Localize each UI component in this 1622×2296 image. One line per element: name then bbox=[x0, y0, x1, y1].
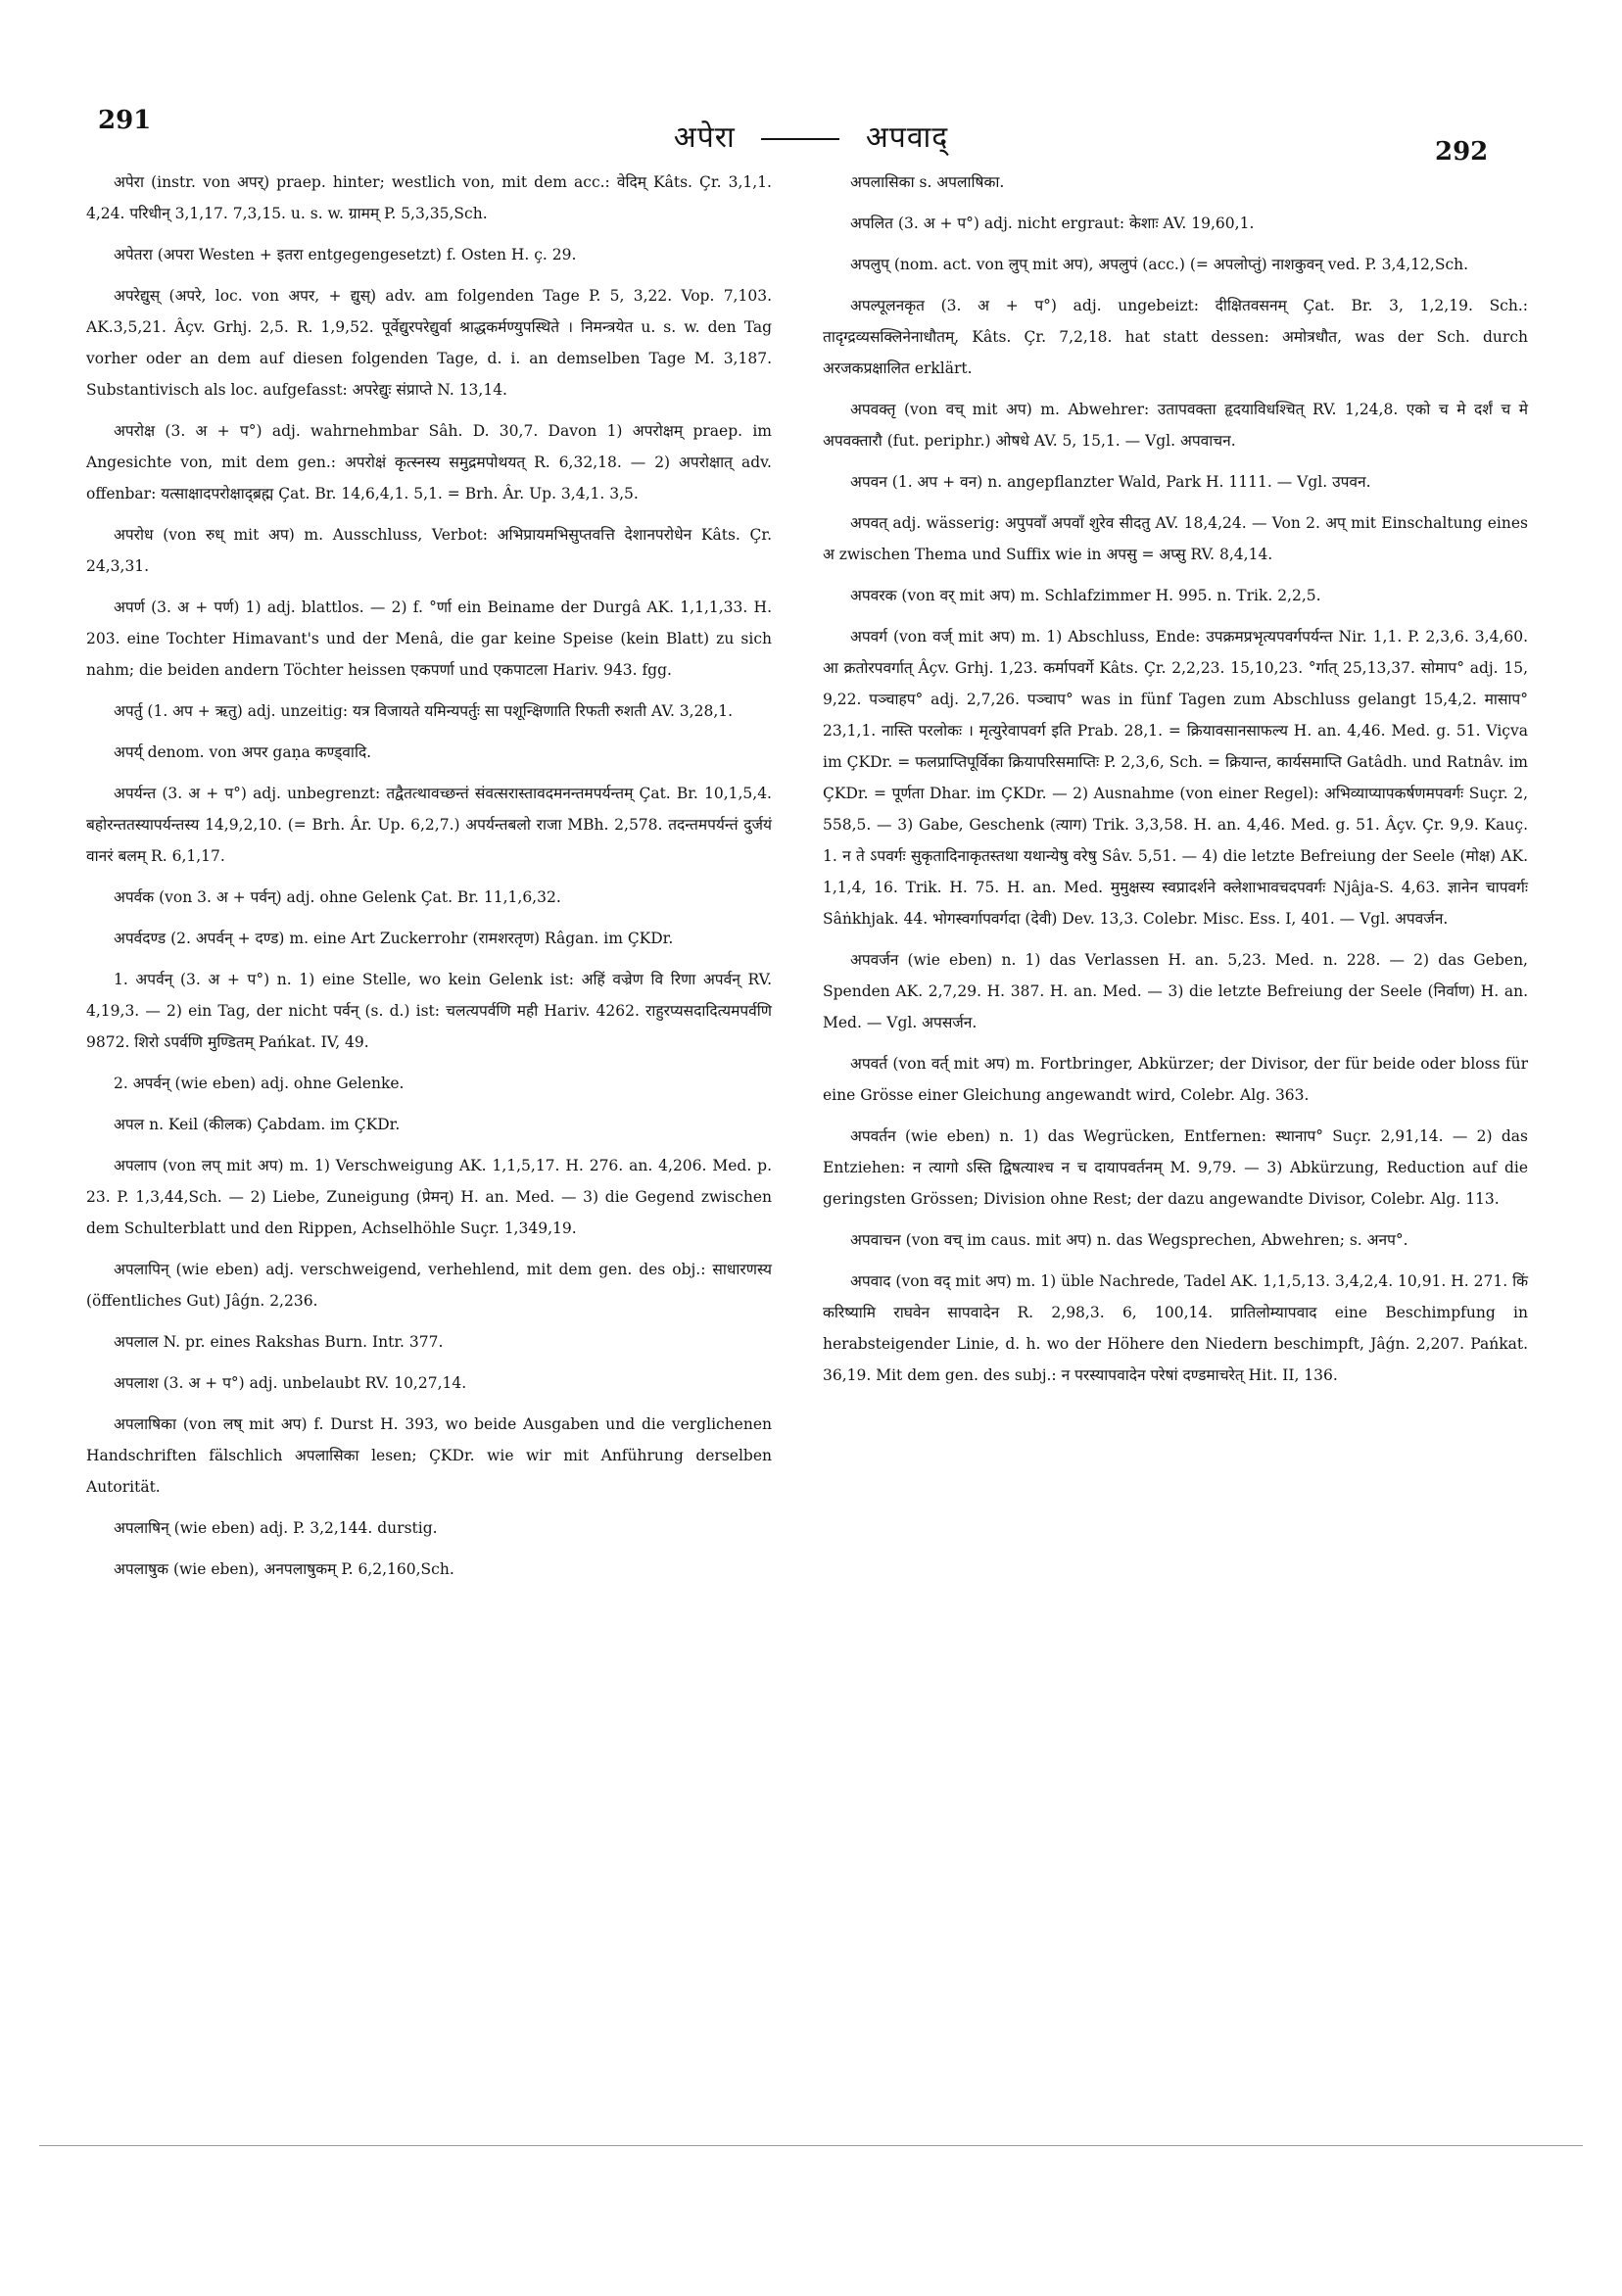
dictionary-entry: अपल n. Keil (कीलक) Çabdam. im ÇKDr. bbox=[114, 1116, 401, 1133]
dictionary-entry: अपवर्तन (wie eben) n. 1) das Wegrücken, Entfernen: स्थानाप° Suçr. 2,91,14. — 2) das Entziehen: न त्यागो ऽस्ति द्विषत्याश्च न च दायापवर्तनम् M. 9,79. — 3) Abkürzung, Reduction auf die geringsten Grössen; Division ohne Rest; der dazu angewandte Divisor, Colebr. Alg. 113. bbox=[823, 1127, 1528, 1208]
right-column bbox=[823, 167, 1528, 1401]
dictionary-entry: अपर्तु (1. अप + ऋतु) adj. unzeitig: यत्र विजायते यमिन्यपर्तुः सा पशून्क्षिणाति रिफती रुशती AV. 3,28,1. bbox=[114, 702, 734, 720]
page-bottom-rule bbox=[39, 2145, 1583, 2146]
dictionary-entry: 1. अपर्वन् (3. अ + प°) n. 1) eine Stelle, wo kein Gelenk ist: अहिं वज्रेण वि रिणा अपर्वन् RV. 4,19,3. — 2) ein Tag, der nicht पर्वन् (s. d.) ist: चलत्यपर्वणि मही Hariv. 4262. राहुरप्यसदादित्यमपर्वणि 9872. शिरो ऽपर्वणि मुण्डितम् Pańkat. IV, 49. bbox=[86, 971, 772, 1051]
dictionary-entry: अपर्य् denom. von अपर gaṇa कण्ड्वादि. bbox=[114, 743, 372, 761]
dictionary-entry: अपर्वक (von 3. अ + पर्वन्) adj. ohne Gelenk Çat. Br. 11,1,6,32. bbox=[114, 888, 561, 906]
left-column bbox=[86, 167, 772, 1595]
dictionary-entry: 2. अपर्वन् (wie eben) adj. ohne Gelenke. bbox=[114, 1075, 405, 1092]
dictionary-entry: अपवर्जन (wie eben) n. 1) das Verlassen H. an. 5,23. Med. n. 228. — 2) das Geben, Spenden AK. 2,7,29. H. 387. H. an. Med. — 3) die letzte Befreiung der Seele (निर्वाण) H. an. Med. — Vgl. अपसर्जन. bbox=[823, 951, 1528, 1031]
dictionary-entry: अपरोध (von रुध् mit अप) m. Ausschluss, Verbot: अभिप्रायमभिसुप्तवत्ति देशानपरोधेन Kâts. Çr. 24,3,31. bbox=[86, 526, 772, 575]
dictionary-entry: अपर्ण (3. अ + पर्ण) 1) adj. blattlos. — 2) f. °र्णा ein Beiname der Durgâ AK. 1,1,1,33. H. 203. eine Tochter Himavant's und der Menâ, die gar keine Speise (kein Blatt) zu sich nahm; die beiden andern Töchter heissen एकपर्णा und एकपाटला Hariv. 943. fgg. bbox=[86, 598, 772, 679]
page-number-left: 291 bbox=[98, 106, 152, 135]
running-head-dash bbox=[761, 138, 839, 140]
dictionary-entry: अपेरा (instr. von अपर्) praep. hinter; westlich von, mit dem acc.: वेदिम् Kâts. Çr. 3,1,1. 4,24. परिधीन् 3,1,17. 7,3,15. u. s. w. ग्रामम् P. 5,3,35,Sch. bbox=[86, 173, 772, 222]
dictionary-entry: अपर्वदण्ड (2. अपर्वन् + दण्ड) m. eine Art Zuckerrohr (रामशरतृण) Râgan. im ÇKDr. bbox=[114, 930, 674, 947]
dictionary-entry: अपवरक (von वर् mit अप) m. Schlafzimmer H. 995. n. Trik. 2,2,5. bbox=[850, 587, 1321, 604]
dictionary-entry: अपवक्तृ (von वच् mit अप) m. Abwehrer: उतापवक्ता हृदयाविधश्चित् RV. 1,24,8. एको च मे दर्शं च मे अपवक्तारौ (fut. periphr.) ओषधे AV. 5, 15,1. — Vgl. अपवाचन. bbox=[823, 401, 1528, 450]
dictionary-entry: अपरोक्ष (3. अ + प°) adj. wahrnehmbar Sâh. D. 30,7. Davon 1) अपरोक्षम् praep. im Angesichte von, mit dem gen.: अपरोक्षं कृत्स्नस्य समुद्रमपोथयत् R. 6,32,18. — 2) अपरोक्षात् adv. offenbar: यत्साक्षादपरोक्षाद्ब्रह्म Çat. Br. 14,6,4,1. 5,1. = Brh. Âr. Up. 3,4,1. 3,5. bbox=[86, 422, 772, 502]
dictionary-entry: अपवर्ग (von वर्ज् mit अप) m. 1) Abschluss, Ende: उपक्रमप्रभृत्यपवर्गपर्यन्त Nir. 1,1. P. 2,3,6. 3,4,60. आ क्रतोरपवर्गात् Âçv. Grhj. 1,23. कर्मापवर्गे Kâts. Çr. 2,2,23. 15,10,23. °र्गात् 25,13,37. सोमाप° adj. 15, 9,22. पञ्चाहप° adj. 2,7,26. पञ्चाप° was in fünf Tagen zum Abschluss gelangt 15,4,2. मासाप° 23,1,1. नास्ति परलोकः । मृत्युरेवापवर्ग इति Prab. 28,1. = क्रियावसानसाफल्य H. an. 4,46. Med. g. 51. Viçva im ÇKDr. = फलप्राप्तिपूर्विका क्रियापरिसमाप्तिः P. 2,3,6, Sch. = क्रियान्त, कार्यसमाप्ति Gatâdh. und Ratnâv. im ÇKDr. = पूर्णता Dhar. im ÇKDr. — 2) Ausnahme (von einer Regel): अभिव्याप्यापकर्षणमपवर्गः Suçr. 2, 558,5. — 3) Gabe, Geschenk (त्याग) Trik. 3,3,58. H. an. 4,46. Med. g. 51. Âçv. Çr. 9,9. Kauç. 1. न ते ऽपवर्गः सुकृतादिनाकृतस्तथा यथान्येषु वरेषु Sâv. 5,51. — 4) die letzte Befreiung der Seele (मोक्ष) AK. 1,1,4, 16. Trik. H. 75. H. an. Med. मुमुक्षस्य स्वप्रादर्शने क्लेशाभावचदपवर्गः Njâja-S. 4,63. ज्ञानेन चापवर्गः Sâṅkhjak. 44. भोगस्वर्गापवर्गदा (देवी) Dev. 13,3. Colebr. Misc. Ess. I, 401. — Vgl. अपवर्जन. bbox=[823, 628, 1528, 928]
running-head-left: अपेरा bbox=[673, 120, 736, 155]
dictionary-entry: अपवन (1. अप + वन) n. angepflanzter Wald, Park H. 1111. — Vgl. उपवन. bbox=[850, 473, 1371, 491]
dictionary-entry: अपलाषुक (wie eben), अनपलाषुकम् P. 6,2,160,Sch. bbox=[114, 1560, 454, 1578]
dictionary-entry: अपवत् adj. wässerig: अपुपवाँ अपवाँ शुरेव सीदतु AV. 18,4,24. — Von 2. अप् mit Einschaltung eines अ zwischen Thema und Suffix wie in अपसु = अप्सु RV. 8,4,14. bbox=[823, 514, 1528, 563]
dictionary-entry: अपरेद्युस् (अपरे, loc. von अपर, + द्युस्) adv. am folgenden Tage P. 5, 3,22. Vop. 7,103. AK.3,5,21. Âçv. Grhj. 2,5. R. 1,9,52. पूर्वेद्युरपरेद्युर्वा श्राद्धकर्मण्युपस्थिते । निमन्त्रयेत u. s. w. den Tag vorher oder an dem auf diesen folgenden Tage, d. i. an demselben Tage M. 3,187. Substantivisch als loc. aufgefasst: अपरेद्युः संप्राप्ते N. 13,14. bbox=[86, 287, 772, 399]
dictionary-entry: अपल्पूलनकृत (3. अ + प°) adj. ungebeizt: दीक्षितवसनम् Çat. Br. 3, 1,2,19. Sch.: तादृग्द्रव्यसक्लिनेनाधौतम्, Kâts. Çr. 7,2,18. hat statt dessen: अमोत्रधौत, was der Sch. durch अरजकप्रक्षालित erklärt. bbox=[823, 297, 1528, 377]
dictionary-entry: अपलाश (3. अ + प°) adj. unbelaubt RV. 10,27,14. bbox=[114, 1374, 467, 1392]
dictionary-entry: अपलापिन् (wie eben) adj. verschweigend, verhehlend, mit dem gen. des obj.: साधारणस्य (öffentliches Gut) Jâǵn. 2,236. bbox=[86, 1261, 772, 1310]
dictionary-entry: अपलाप (von लप् mit अप) m. 1) Verschweigung AK. 1,1,5,17. H. 276. an. 4,206. Med. p. 23. P. 1,3,44,Sch. — 2) Liebe, Zuneigung (प्रेमन्) H. an. Med. — 3) die Gegend zwischen dem Schulterblatt und den Rippen, Achselhöhle Suçr. 1,349,19. bbox=[86, 1157, 772, 1237]
dictionary-entry: अपलुप् (nom. act. von लुप् mit अप), अपलुपं (acc.) (= अपलोप्तुं) नाशकुवन् ved. P. 3,4,12,Sch. bbox=[850, 256, 1469, 273]
dictionary-entry: अपवाद (von वद् mit अप) m. 1) üble Nachrede, Tadel AK. 1,1,5,13. 3,4,2,4. 10,91. H. 271. किं करिष्यामि राघवेन सापवादेन R. 2,98,3. 6, 100,14. प्रातिलोम्यापवाद eine Beschimpfung in herabsteigender Linie, d. h. wo der Höhere den Niedern beschimpft, Jâǵn. 2,207. Pańkat. 36,19. Mit dem gen. des subj.: न परस्यापवादेन परेषां दण्डमाचरेत् Hit. II, 136. bbox=[823, 1272, 1528, 1384]
dictionary-entry: अपवाचन (von वच् im caus. mit अप) n. das Wegsprechen, Abwehren; s. अनप°. bbox=[850, 1231, 1408, 1249]
dictionary-entry: अपलाषिका (von लष् mit अप) f. Durst H. 393, wo beide Ausgaben und die verglichenen Handschriften fälschlich अपलासिका lesen; ÇKDr. wie wir mit Anführung derselben Autorität. bbox=[86, 1415, 772, 1496]
page-number-right: 292 bbox=[1435, 137, 1489, 167]
dictionary-entry: अपवर्त (von वर्त् mit अप) m. Fortbringer, Abkürzer; der Divisor, der für beide oder bloss für eine Grösse einer Gleichung angewandt wird, Colebr. Alg. 363. bbox=[823, 1055, 1528, 1104]
dictionary-entry: अपलासिका s. अपलाषिका. bbox=[850, 173, 1005, 191]
dictionary-entry: अपलाषिन् (wie eben) adj. P. 3,2,144. durstig. bbox=[114, 1519, 438, 1537]
dictionary-entry: अपेतरा (अपरा Westen + इतरा entgegengesetzt) f. Osten H. ç. 29. bbox=[114, 246, 577, 263]
dictionary-entry: अपर्यन्त (3. अ + प°) adj. unbegrenzt: तद्वैतत्थावच्छन्तं संवत्सरास्तावदमनन्तमपर्यन्तम् Çat. Br. 10,1,5,4. बहोरन्ततस्यापर्यन्तस्य 14,9,2,10. (= Brh. Âr. Up. 6,2,7.) अपर्यन्तबलो राजा MBh. 2,578. तदन्तमपर्यन्तं दुर्जयं वानरं बलम् R. 6,1,17. bbox=[86, 785, 772, 865]
dictionary-entry: अपलाल N. pr. eines Rakshas Burn. Intr. 377. bbox=[114, 1333, 444, 1351]
running-head-right: अपवाद् bbox=[865, 120, 949, 155]
running-head bbox=[0, 116, 1622, 156]
dictionary-entry: अपलित (3. अ + प°) adj. nicht ergraut: केशाः AV. 19,60,1. bbox=[850, 215, 1255, 232]
